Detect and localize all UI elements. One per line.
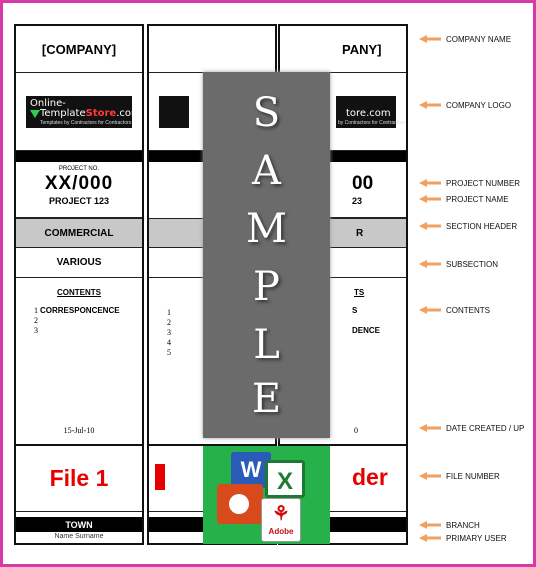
annotation-file-number: FILE NUMBER xyxy=(418,471,500,481)
word-icon: W xyxy=(231,452,271,488)
black-bar xyxy=(16,151,142,162)
watermark-letter: M xyxy=(246,206,287,252)
list-item: 1 CORRESPONCENCE xyxy=(34,306,120,315)
project-name-fragment: 23 xyxy=(352,196,363,206)
sample-watermark xyxy=(203,72,330,438)
annotation-primary-user: PRIMARY USER xyxy=(418,533,507,543)
contents-num: 2 xyxy=(167,318,171,327)
watermark-letter: S xyxy=(252,90,281,136)
date-fragment: 0 xyxy=(354,426,358,435)
primary-user: Name Surname xyxy=(54,533,104,540)
arrow-left-icon xyxy=(418,305,442,315)
project-number-label: PROJECT NO. xyxy=(58,166,100,172)
company-logo: Online- TemplateStore.com Templates by Contractors for Contractors xyxy=(26,96,132,128)
company-name-fragment: PANY] xyxy=(342,42,382,57)
arrow-left-icon xyxy=(418,221,442,231)
watermark-letter: L xyxy=(253,322,280,368)
date-created: 15-Jul-10 xyxy=(63,426,95,435)
watermark-letter: A xyxy=(252,148,281,194)
section-header: COMMERCIAL xyxy=(16,218,142,248)
annotation-branch: BRANCH xyxy=(418,520,480,530)
arrow-left-icon xyxy=(418,471,442,481)
green-arrow-icon xyxy=(30,110,40,118)
arrow-left-icon xyxy=(418,100,442,110)
annotation-contents: CONTENTS xyxy=(418,305,490,315)
contents-num: 4 xyxy=(167,338,171,347)
branch-bar: TOWN xyxy=(16,517,142,532)
arrow-left-icon xyxy=(418,259,442,269)
arrow-left-icon xyxy=(418,34,442,44)
arrow-left-icon xyxy=(418,423,442,433)
list-item: 2 xyxy=(34,316,38,325)
arrow-left-icon xyxy=(418,178,442,188)
section-header: R xyxy=(280,218,406,248)
arrow-left-icon xyxy=(418,194,442,204)
company-cell xyxy=(280,26,406,73)
powerpoint-icon xyxy=(217,484,263,524)
company-cell xyxy=(149,26,275,73)
spine-front xyxy=(14,24,144,545)
project-number-block xyxy=(16,162,142,218)
company-logo-cell xyxy=(16,73,142,151)
contents-block xyxy=(16,278,142,446)
logo-fragment: tore.com by Contractors for Contractors xyxy=(336,96,396,128)
contents-title-fragment: TS xyxy=(354,288,365,297)
arrow-left-icon xyxy=(418,533,442,543)
subsection: VARIOUS xyxy=(16,248,142,278)
list-item: 3 xyxy=(34,326,38,335)
arrow-left-icon xyxy=(418,520,442,530)
annotation-project-number: PROJECT NUMBER xyxy=(418,178,520,188)
contents-item-fragment: S xyxy=(352,306,358,315)
contents-title: CONTENTS xyxy=(57,288,101,297)
adobe-pdf-icon: ⚘ Adobe xyxy=(261,498,301,542)
annotation-company-name: COMPANY NAME xyxy=(418,34,511,44)
file-number: File 1 xyxy=(49,465,109,491)
logo-fragment xyxy=(159,96,189,128)
watermark-letter: P xyxy=(253,264,280,310)
file-number-fragment xyxy=(155,464,165,490)
annotation-date-created: DATE CREATED / UP xyxy=(418,423,524,433)
contents-list xyxy=(34,306,120,336)
contents-num: 3 xyxy=(167,328,171,337)
annotation-company-logo: COMPANY LOGO xyxy=(418,100,511,110)
project-number: XX/000 xyxy=(44,173,114,194)
company-name: [COMPANY] xyxy=(16,26,142,73)
project-number-fragment: 00 xyxy=(352,173,374,194)
project-name: PROJECT 123 xyxy=(48,196,110,206)
watermark-letter: E xyxy=(251,376,282,422)
excel-icon: X xyxy=(265,460,305,498)
annotation-project-name: PROJECT NAME xyxy=(418,194,509,204)
contents-num: 1 xyxy=(167,308,171,317)
office-icons-image xyxy=(203,446,330,544)
annotation-section-header: SECTION HEADER xyxy=(418,221,517,231)
annotation-subsection: SUBSECTION xyxy=(418,259,498,269)
contents-item-fragment: DENCE xyxy=(352,326,381,335)
file-number-cell xyxy=(16,446,142,512)
file-number-fragment: der xyxy=(352,464,388,490)
contents-num: 5 xyxy=(167,348,171,357)
